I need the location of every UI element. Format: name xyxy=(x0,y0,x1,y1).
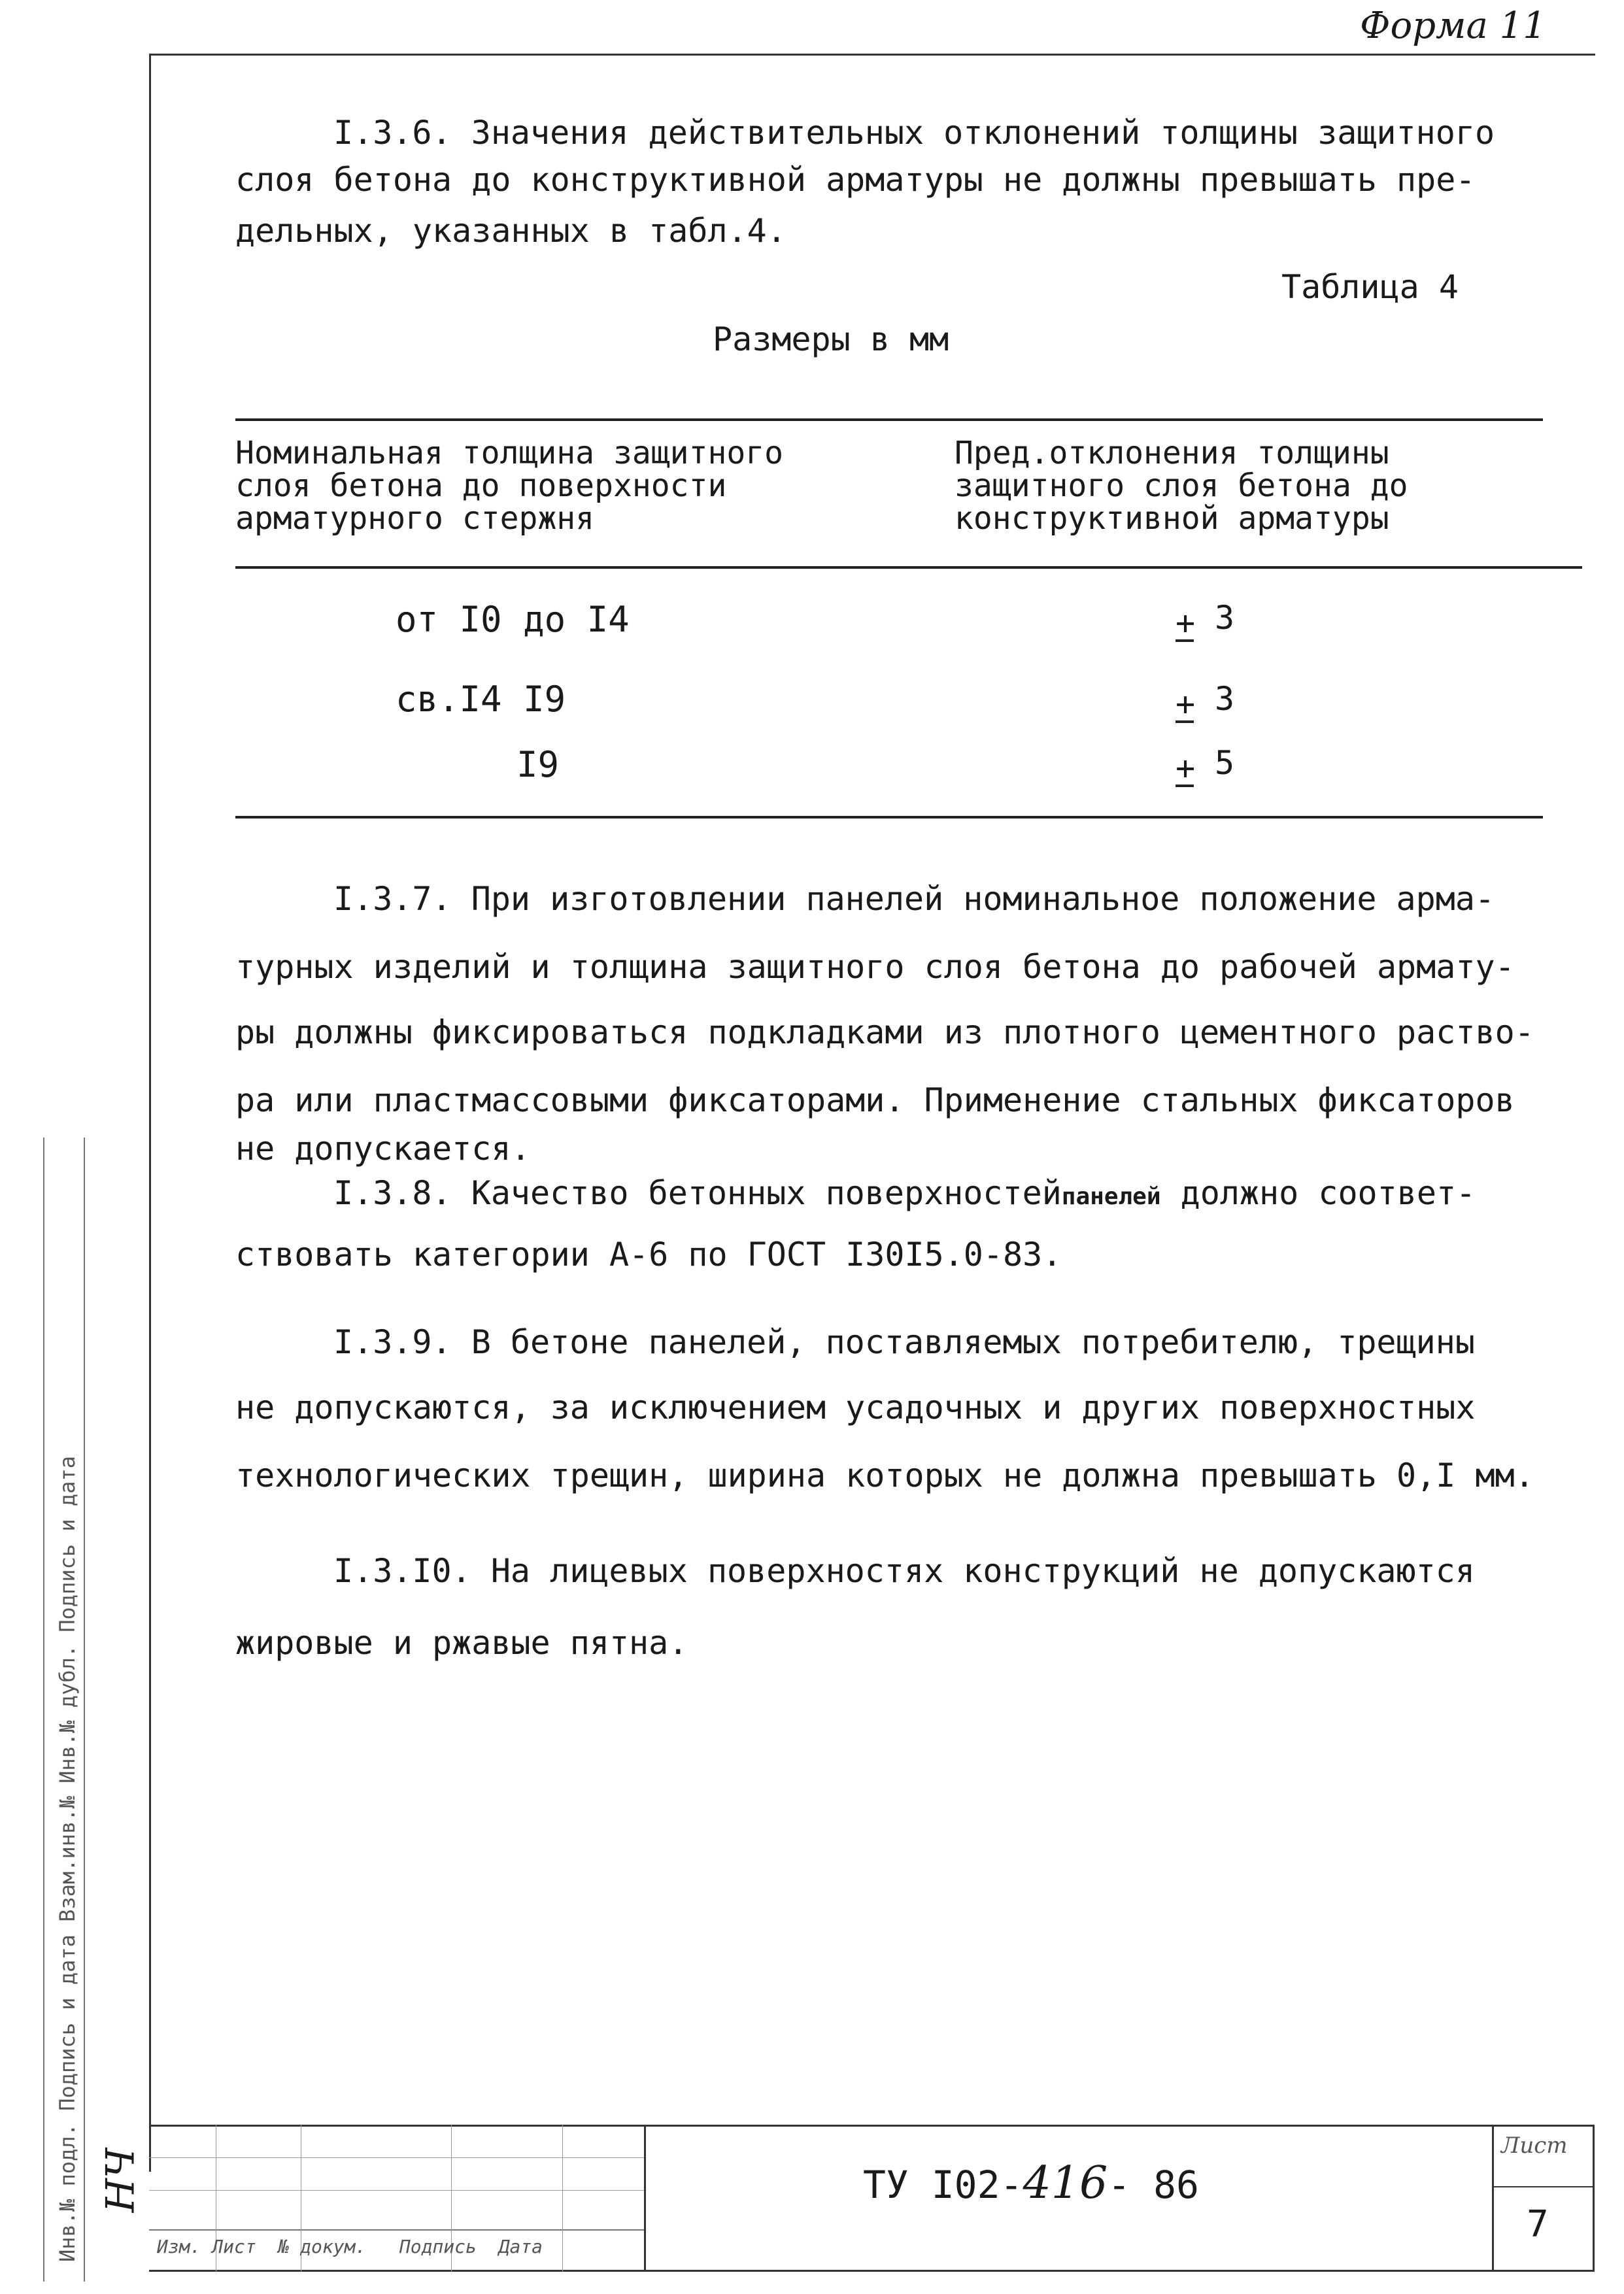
table-row-2-value: 3 xyxy=(1215,680,1235,718)
side-stamp-divider xyxy=(84,1138,85,2282)
para-1-3-8-end: должно соответ- xyxy=(1180,1174,1476,1212)
rev-grid-labels: Изм. Лист № докум. Подпись Дата xyxy=(157,2236,543,2257)
rev-grid-row-3 xyxy=(149,2229,644,2231)
table-col1-header: Номинальная толщина защитного слоя бетона до поверхности арматурного стержня xyxy=(235,435,784,537)
table-units: Размеры в мм xyxy=(713,320,949,358)
title-block-bottom xyxy=(149,2270,1594,2272)
table-row-3-sign: + xyxy=(1176,749,1196,787)
table-row-3-sign-underline xyxy=(1176,784,1194,787)
para-1-3-10-line-1: I.3.I0. На лицевых поверхностях конструкций не допускаются xyxy=(333,1552,1475,1590)
table-row-2-sign-underline xyxy=(1176,720,1194,723)
table-row-1-range: от I0 до I4 xyxy=(396,599,630,640)
document-code-prefix: ТУ I02- xyxy=(863,2163,1023,2207)
frame-top-line xyxy=(150,54,1595,56)
table-row-2-range: св.I4 I9 xyxy=(396,679,566,720)
para-1-3-8-line-1 xyxy=(333,1170,1576,1220)
table-bottom-rule xyxy=(235,816,1543,818)
title-block-right xyxy=(1593,2125,1595,2272)
para-1-3-6-line-1: I.3.6. Значения действительных отклонений толщины защитного xyxy=(333,114,1495,152)
title-block-sep-sheet xyxy=(1492,2125,1494,2272)
para-1-3-9-line-1: I.3.9. В бетоне панелей, поставляемых потребителю, трещины xyxy=(333,1323,1475,1361)
frame-left-line xyxy=(149,54,151,2172)
side-stamp-labels: Инв.№ подл. Подпись и дата Взам.инв.№ Инв.№ дубл. Подпись и дата xyxy=(55,1456,80,2262)
form-label: Форма 11 xyxy=(1360,5,1546,47)
title-block-sheet-divider xyxy=(1492,2186,1594,2187)
para-1-3-7-line-4: ра или пластмассовыми фиксаторами. Применение стальных фиксаторов xyxy=(235,1081,1515,1119)
para-1-3-6-line-3: дельных, указанных в табл.4. xyxy=(235,212,787,250)
document-code-number: 416 xyxy=(1023,2157,1108,2209)
sheet-number: 7 xyxy=(1527,2203,1549,2246)
title-block-sep-main xyxy=(644,2125,646,2272)
para-1-3-7-line-3: ры должны фиксироваться подкладками из плотного цементного раство- xyxy=(235,1013,1534,1051)
para-1-3-7-line-5: не допускается. xyxy=(235,1130,531,1168)
document-code-suffix: - 86 xyxy=(1108,2163,1199,2207)
side-stamp-initials: НЧ xyxy=(97,2148,144,2213)
table-header-rule xyxy=(235,566,1582,569)
table-row-1-sign: + xyxy=(1176,604,1196,642)
title-block-top xyxy=(149,2125,1594,2127)
document-code xyxy=(863,2157,1199,2209)
sheet-label: Лист xyxy=(1501,2133,1568,2159)
table-row-1-value: 3 xyxy=(1215,599,1235,637)
para-1-3-8-line-2: ствовать категории А-6 по ГОСТ I30I5.0-83. xyxy=(235,1236,1062,1274)
para-1-3-6-line-2: слоя бетона до конструктивной арматуры не должны превышать пре- xyxy=(235,161,1476,199)
para-1-3-8-insert: панелей xyxy=(1061,1183,1161,1210)
para-1-3-10-line-2: жировые и ржавые пятна. xyxy=(235,1624,688,1662)
rev-grid-col-4 xyxy=(562,2125,563,2272)
para-1-3-9-line-3: технологических трещин, ширина которых не должна превышать 0,I мм. xyxy=(235,1457,1534,1494)
rev-grid-row-1 xyxy=(149,2157,644,2158)
para-1-3-7-line-2: турных изделий и толщина защитного слоя бетона до рабочей армату- xyxy=(235,948,1515,986)
table-row-3-value: 5 xyxy=(1215,744,1235,782)
table-row-2-sign: + xyxy=(1176,685,1196,723)
table-row-1-sign-underline xyxy=(1176,639,1194,642)
rev-grid-row-2 xyxy=(149,2190,644,2191)
table-col2-header: Пред.отклонения толщины защитного слоя бетона до конструктивной арматуры xyxy=(955,435,1408,537)
side-stamp-outer-left xyxy=(43,1138,44,2282)
para-1-3-7-line-1: I.3.7. При изготовлении панелей номинальное положение арма- xyxy=(333,880,1495,918)
table-row-3-range: I9 xyxy=(516,744,560,785)
para-1-3-9-line-2: не допускаются, за исключением усадочных и других поверхностных xyxy=(235,1389,1476,1426)
table-caption: Таблица 4 xyxy=(1281,268,1459,306)
table-top-rule xyxy=(235,418,1543,421)
para-1-3-8-start: I.3.8. Качество бетонных поверхностей xyxy=(333,1174,1062,1212)
